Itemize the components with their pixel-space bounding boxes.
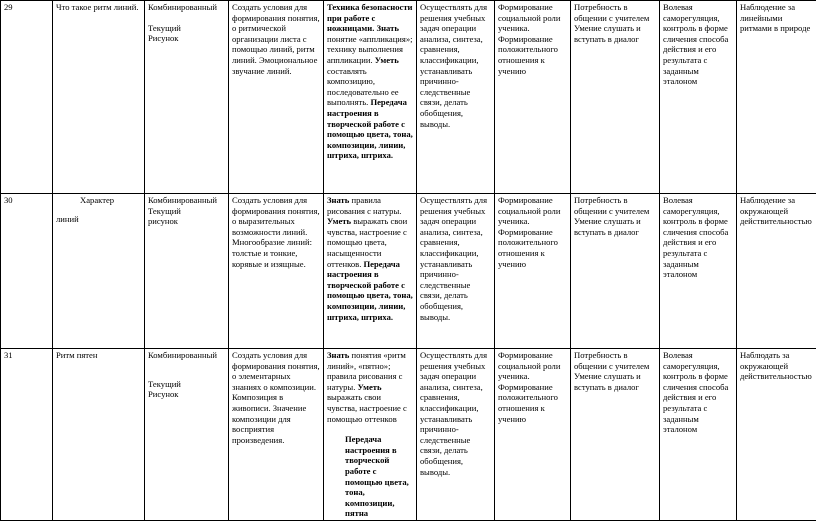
lesson-number (1, 349, 53, 521)
lesson-topic-text: Ритм пятен (56, 350, 98, 360)
subject-part: выражать свои чувства, настроение с помощью цвета, насыщенности оттенков. (327, 216, 408, 269)
subject-part: составлять композицию, последовательно ее выполнять. (327, 65, 399, 108)
communicative-results (571, 194, 660, 349)
lesson-topic (53, 194, 145, 349)
lesson-goal (229, 194, 324, 349)
lesson-goal-text: Создать условия для формирования понятия, о ритмической организации листа с помощью линий, ритм линий. Эмоциональное звучание линий. (232, 2, 320, 76)
regulative-results-text: Волевая саморегуляция, контроль в форме сличения способа действия и его результата с заданным эталоном (663, 2, 729, 87)
lesson-topic-text: линий (56, 213, 79, 224)
subject-part: Знать (376, 23, 399, 34)
subject-part: Уметь (357, 381, 382, 392)
regulative-results (660, 194, 737, 349)
meta-results-text: Осуществлять для решения учебных задач операции анализа, синтеза, сравнения, классификации, устанавливать причинно-следственные связи, делать обобщения, выводы. (420, 195, 488, 322)
regulative-results-text: Волевая саморегуляция, контроль в форме сличения способа действия и его результата с заданным эталоном (663, 195, 729, 280)
student-activity (737, 194, 816, 349)
meta-results (417, 349, 495, 521)
personal-results-text: Формирование социальной роли ученика. Формирование положительного отношения к учению (498, 195, 561, 269)
subject-part: понятия «ритм линий», «пятно»; правила рисования с натуры. (327, 350, 406, 392)
lesson-type (145, 349, 229, 521)
lesson-goal (229, 1, 324, 194)
meta-results-text: Осуществлять для решения учебных задач операции анализа, синтеза, сравнения, классификации, устанавливать причинно-следственные связи, делать обобщения, выводы. (420, 2, 488, 129)
subject-part: Знать (327, 195, 352, 205)
lesson-topic (53, 349, 145, 521)
subject-part: понятие «аппликация»; технику выполнения аппликации. (327, 33, 413, 65)
lesson-type-text: Комбинированный (148, 350, 217, 360)
lesson-number (1, 1, 53, 194)
subject-part: Передача настроения в творческой работе с помощью цвета, тона, композиции, линии, штриха, штриха. (327, 97, 413, 161)
student-activity (737, 349, 816, 521)
communicative-results (571, 1, 660, 194)
student-activity-text: Наблюдать за окружающей действительностью (740, 350, 812, 382)
lesson-goal-text: Создать условия для формирования понятия, о выразительных возможности линий. Многообразие линий: толстые и тонкие, корявые и изящные. (232, 195, 320, 269)
meta-results-text: Осуществлять для решения учебных задач операции анализа, синтеза, сравнения, классификации, устанавливать причинно-следственные связи, делать обобщения, выводы. (420, 350, 488, 477)
lesson-goal (229, 349, 324, 521)
lesson-number-text: 29 (4, 2, 13, 12)
personal-results (495, 194, 571, 349)
lesson-number-text: 31 (4, 350, 13, 360)
control-type: Текущий (148, 205, 181, 216)
control-form: Рисунок (148, 33, 179, 44)
subject-part: выражать свои чувства, настроение с помощью оттенков (327, 392, 407, 424)
table-row (1, 194, 816, 349)
personal-results (495, 1, 571, 194)
student-activity-text: Наблюдение за линейными ритмами в природе (740, 2, 811, 34)
subject-results (324, 194, 417, 349)
regulative-results-text: Волевая саморегуляция, контроль в форме сличения способа действия и его результата с заданным эталоном (663, 350, 729, 435)
regulative-results (660, 1, 737, 194)
lesson-type-text: Комбинированный (148, 195, 217, 205)
control-type: Текущий (148, 378, 181, 389)
communicative-results (571, 349, 660, 521)
subject-part: правила рисования с натуры. (327, 195, 402, 216)
subject-part: Уметь (374, 54, 399, 65)
lesson-goal-text: Создать условия для формирования понятия, о элементарных знаниях о композиции. Композиция в живописи. Значение композиции для восприятия произведения. (232, 350, 320, 445)
communicative-results-text: Потребность в общении с учителем Умение слушать и вступать в диалог (574, 2, 650, 44)
lesson-number (1, 194, 53, 349)
control-form: рисунок (148, 216, 178, 227)
communicative-results-text: Потребность в общении с учителем Умение слушать и вступать в диалог (574, 350, 650, 392)
lesson-type-text: Комбинированный (148, 2, 217, 12)
communicative-results-text: Потребность в общении с учителем Умение слушать и вступать в диалог (574, 195, 650, 237)
lesson-topic-text: Что такое ритм линий. (56, 2, 139, 12)
subject-part: Знать (327, 350, 352, 360)
subject-results (324, 1, 417, 194)
lesson-type (145, 194, 229, 349)
personal-results (495, 349, 571, 521)
subject-part: Уметь (327, 216, 354, 227)
regulative-results (660, 349, 737, 521)
table-row (1, 1, 816, 194)
lesson-type (145, 1, 229, 194)
subject-part: Передача настроения в творческой работе с помощью цвета, тона, композиции, линии, штриха, штриха. (327, 258, 413, 322)
lesson-topic-text: Характер (80, 195, 115, 205)
personal-results-text: Формирование социальной роли ученика. Формирование положительного отношения к учению (498, 2, 561, 76)
subject-tail: Передача настроения в творческой работе с помощью цвета, тона, композиции, пятна (345, 434, 409, 519)
subject-results (324, 349, 417, 521)
control-type: Текущий (148, 22, 181, 33)
student-activity-text: Наблюдение за окружающей действительностью (740, 195, 812, 227)
meta-results (417, 1, 495, 194)
lesson-number-text: 30 (4, 195, 13, 205)
subject-part: Техника безопасности при работе с ножницами. (327, 2, 413, 34)
meta-results (417, 194, 495, 349)
personal-results-text: Формирование социальной роли ученика. Формирование положительного отношения к учению (498, 350, 561, 424)
student-activity (737, 1, 816, 194)
table-row (1, 349, 816, 521)
lesson-topic (53, 1, 145, 194)
control-form: Рисунок (148, 389, 179, 400)
